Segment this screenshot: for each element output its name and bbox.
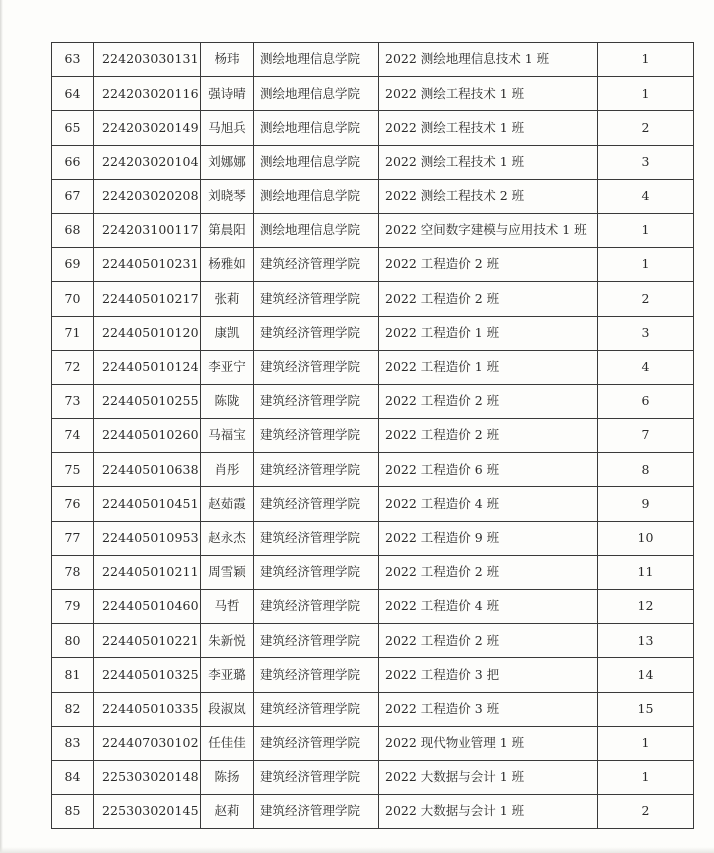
class-name: 2022 工程造价 2 班 bbox=[379, 384, 598, 418]
college: 建筑经济管理学院 bbox=[254, 419, 379, 453]
row-number: 82 bbox=[52, 692, 94, 726]
student-name: 李亚璐 bbox=[201, 658, 254, 692]
rank: 1 bbox=[598, 77, 694, 111]
table-row bbox=[52, 213, 694, 247]
student-id: 224203100117 bbox=[94, 213, 201, 247]
student-id: 224203020116 bbox=[94, 77, 201, 111]
rank: 1 bbox=[598, 43, 694, 77]
student-name: 李亚宁 bbox=[201, 350, 254, 384]
row-number: 66 bbox=[52, 145, 94, 179]
rank: 1 bbox=[598, 760, 694, 794]
row-number: 77 bbox=[52, 521, 94, 555]
student-roster-table bbox=[51, 42, 694, 829]
student-id: 224405010460 bbox=[94, 590, 201, 624]
rank: 4 bbox=[598, 350, 694, 384]
college: 建筑经济管理学院 bbox=[254, 795, 379, 829]
row-number: 70 bbox=[52, 282, 94, 316]
student-id: 224405010217 bbox=[94, 282, 201, 316]
class-name: 2022 工程造价 2 班 bbox=[379, 555, 598, 589]
student-id: 224405010124 bbox=[94, 350, 201, 384]
row-number: 80 bbox=[52, 624, 94, 658]
rank: 2 bbox=[598, 111, 694, 145]
student-id: 224203020104 bbox=[94, 145, 201, 179]
college: 测绘地理信息学院 bbox=[254, 179, 379, 213]
class-name: 2022 测绘工程技术 1 班 bbox=[379, 145, 598, 179]
class-name: 2022 工程造价 2 班 bbox=[379, 248, 598, 282]
student-id: 224405010221 bbox=[94, 624, 201, 658]
college: 建筑经济管理学院 bbox=[254, 624, 379, 658]
row-number: 81 bbox=[52, 658, 94, 692]
college: 建筑经济管理学院 bbox=[254, 453, 379, 487]
row-number: 68 bbox=[52, 213, 94, 247]
class-name: 2022 测绘工程技术 1 班 bbox=[379, 77, 598, 111]
student-id: 224405010335 bbox=[94, 692, 201, 726]
class-name: 2022 工程造价 6 班 bbox=[379, 453, 598, 487]
table-row bbox=[52, 384, 694, 418]
student-name: 任佳佳 bbox=[201, 726, 254, 760]
student-id: 224405010120 bbox=[94, 316, 201, 350]
row-number: 83 bbox=[52, 726, 94, 760]
table-row bbox=[52, 248, 694, 282]
row-number: 63 bbox=[52, 43, 94, 77]
college: 建筑经济管理学院 bbox=[254, 521, 379, 555]
class-name: 2022 工程造价 2 班 bbox=[379, 282, 598, 316]
student-name: 第晨阳 bbox=[201, 213, 254, 247]
row-number: 78 bbox=[52, 555, 94, 589]
rank: 10 bbox=[598, 521, 694, 555]
class-name: 2022 工程造价 3 班 bbox=[379, 692, 598, 726]
table-row bbox=[52, 658, 694, 692]
student-name: 陈扬 bbox=[201, 760, 254, 794]
row-number: 69 bbox=[52, 248, 94, 282]
college: 建筑经济管理学院 bbox=[254, 316, 379, 350]
rank: 7 bbox=[598, 419, 694, 453]
college: 测绘地理信息学院 bbox=[254, 77, 379, 111]
class-name: 2022 空间数字建模与应用技术 1 班 bbox=[379, 213, 598, 247]
college: 测绘地理信息学院 bbox=[254, 145, 379, 179]
student-id: 224405010260 bbox=[94, 419, 201, 453]
student-name: 段淑岚 bbox=[201, 692, 254, 726]
rank: 15 bbox=[598, 692, 694, 726]
student-name: 强诗晴 bbox=[201, 77, 254, 111]
table-row bbox=[52, 624, 694, 658]
class-name: 2022 工程造价 2 班 bbox=[379, 624, 598, 658]
class-name: 2022 工程造价 2 班 bbox=[379, 419, 598, 453]
row-number: 72 bbox=[52, 350, 94, 384]
class-name: 2022 现代物业管理 1 班 bbox=[379, 726, 598, 760]
scan-shadow-bottom bbox=[0, 847, 714, 853]
student-name: 赵茹霞 bbox=[201, 487, 254, 521]
table-row bbox=[52, 590, 694, 624]
student-name: 赵莉 bbox=[201, 795, 254, 829]
class-name: 2022 大数据与会计 1 班 bbox=[379, 795, 598, 829]
row-number: 75 bbox=[52, 453, 94, 487]
student-name: 肖彤 bbox=[201, 453, 254, 487]
student-id: 224405010638 bbox=[94, 453, 201, 487]
student-name: 马福宝 bbox=[201, 419, 254, 453]
college: 建筑经济管理学院 bbox=[254, 350, 379, 384]
college: 测绘地理信息学院 bbox=[254, 111, 379, 145]
college: 建筑经济管理学院 bbox=[254, 282, 379, 316]
table-row bbox=[52, 316, 694, 350]
student-name: 朱新悦 bbox=[201, 624, 254, 658]
student-name: 杨玮 bbox=[201, 43, 254, 77]
student-id: 224405010231 bbox=[94, 248, 201, 282]
college: 建筑经济管理学院 bbox=[254, 248, 379, 282]
class-name: 2022 工程造价 4 班 bbox=[379, 590, 598, 624]
rank: 4 bbox=[598, 179, 694, 213]
college: 建筑经济管理学院 bbox=[254, 726, 379, 760]
student-id: 224405010953 bbox=[94, 521, 201, 555]
table-row bbox=[52, 760, 694, 794]
student-id: 224405010451 bbox=[94, 487, 201, 521]
row-number: 85 bbox=[52, 795, 94, 829]
class-name: 2022 测绘工程技术 2 班 bbox=[379, 179, 598, 213]
student-name: 周雪颖 bbox=[201, 555, 254, 589]
student-id: 224405010255 bbox=[94, 384, 201, 418]
row-number: 79 bbox=[52, 590, 94, 624]
rank: 6 bbox=[598, 384, 694, 418]
rank: 13 bbox=[598, 624, 694, 658]
table-row bbox=[52, 179, 694, 213]
college: 测绘地理信息学院 bbox=[254, 43, 379, 77]
rank: 9 bbox=[598, 487, 694, 521]
table-row bbox=[52, 726, 694, 760]
row-number: 74 bbox=[52, 419, 94, 453]
class-name: 2022 工程造价 9 班 bbox=[379, 521, 598, 555]
table-row bbox=[52, 145, 694, 179]
student-id: 224405010211 bbox=[94, 555, 201, 589]
row-number: 76 bbox=[52, 487, 94, 521]
row-number: 73 bbox=[52, 384, 94, 418]
student-id: 225303020148 bbox=[94, 760, 201, 794]
student-id: 224407030102 bbox=[94, 726, 201, 760]
student-id: 224203030131 bbox=[94, 43, 201, 77]
rank: 1 bbox=[598, 213, 694, 247]
student-name: 张莉 bbox=[201, 282, 254, 316]
class-name: 2022 大数据与会计 1 班 bbox=[379, 760, 598, 794]
table-row bbox=[52, 111, 694, 145]
rank: 12 bbox=[598, 590, 694, 624]
student-name: 刘晓琴 bbox=[201, 179, 254, 213]
table-row bbox=[52, 77, 694, 111]
rank: 2 bbox=[598, 795, 694, 829]
rank: 11 bbox=[598, 555, 694, 589]
student-id: 225303020145 bbox=[94, 795, 201, 829]
table-row bbox=[52, 487, 694, 521]
college: 测绘地理信息学院 bbox=[254, 213, 379, 247]
college: 建筑经济管理学院 bbox=[254, 692, 379, 726]
class-name: 2022 测绘工程技术 1 班 bbox=[379, 111, 598, 145]
rank: 14 bbox=[598, 658, 694, 692]
table-row bbox=[52, 555, 694, 589]
student-name: 杨雅如 bbox=[201, 248, 254, 282]
class-name: 2022 工程造价 1 班 bbox=[379, 316, 598, 350]
table-row bbox=[52, 350, 694, 384]
class-name: 2022 工程造价 4 班 bbox=[379, 487, 598, 521]
college: 建筑经济管理学院 bbox=[254, 384, 379, 418]
table-row bbox=[52, 521, 694, 555]
table-row bbox=[52, 282, 694, 316]
rank: 1 bbox=[598, 248, 694, 282]
row-number: 65 bbox=[52, 111, 94, 145]
student-id: 224203020208 bbox=[94, 179, 201, 213]
scan-shadow-left bbox=[0, 0, 3, 853]
row-number: 84 bbox=[52, 760, 94, 794]
student-name: 刘娜娜 bbox=[201, 145, 254, 179]
class-name: 2022 工程造价 1 班 bbox=[379, 350, 598, 384]
student-name: 马旭兵 bbox=[201, 111, 254, 145]
table-row bbox=[52, 692, 694, 726]
rank: 1 bbox=[598, 726, 694, 760]
college: 建筑经济管理学院 bbox=[254, 760, 379, 794]
rank: 3 bbox=[598, 316, 694, 350]
rank: 8 bbox=[598, 453, 694, 487]
rank: 3 bbox=[598, 145, 694, 179]
student-name: 赵永杰 bbox=[201, 521, 254, 555]
student-name: 陈陇 bbox=[201, 384, 254, 418]
table-row bbox=[52, 419, 694, 453]
student-id: 224203020149 bbox=[94, 111, 201, 145]
roster-body bbox=[52, 43, 694, 829]
table-row bbox=[52, 453, 694, 487]
student-id: 224405010325 bbox=[94, 658, 201, 692]
row-number: 71 bbox=[52, 316, 94, 350]
student-name: 康凯 bbox=[201, 316, 254, 350]
rank: 2 bbox=[598, 282, 694, 316]
college: 建筑经济管理学院 bbox=[254, 555, 379, 589]
row-number: 64 bbox=[52, 77, 94, 111]
table-row bbox=[52, 795, 694, 829]
college: 建筑经济管理学院 bbox=[254, 590, 379, 624]
college: 建筑经济管理学院 bbox=[254, 658, 379, 692]
class-name: 2022 工程造价 3 把 bbox=[379, 658, 598, 692]
student-name: 马哲 bbox=[201, 590, 254, 624]
college: 建筑经济管理学院 bbox=[254, 487, 379, 521]
class-name: 2022 测绘地理信息技术 1 班 bbox=[379, 43, 598, 77]
table-row bbox=[52, 43, 694, 77]
row-number: 67 bbox=[52, 179, 94, 213]
